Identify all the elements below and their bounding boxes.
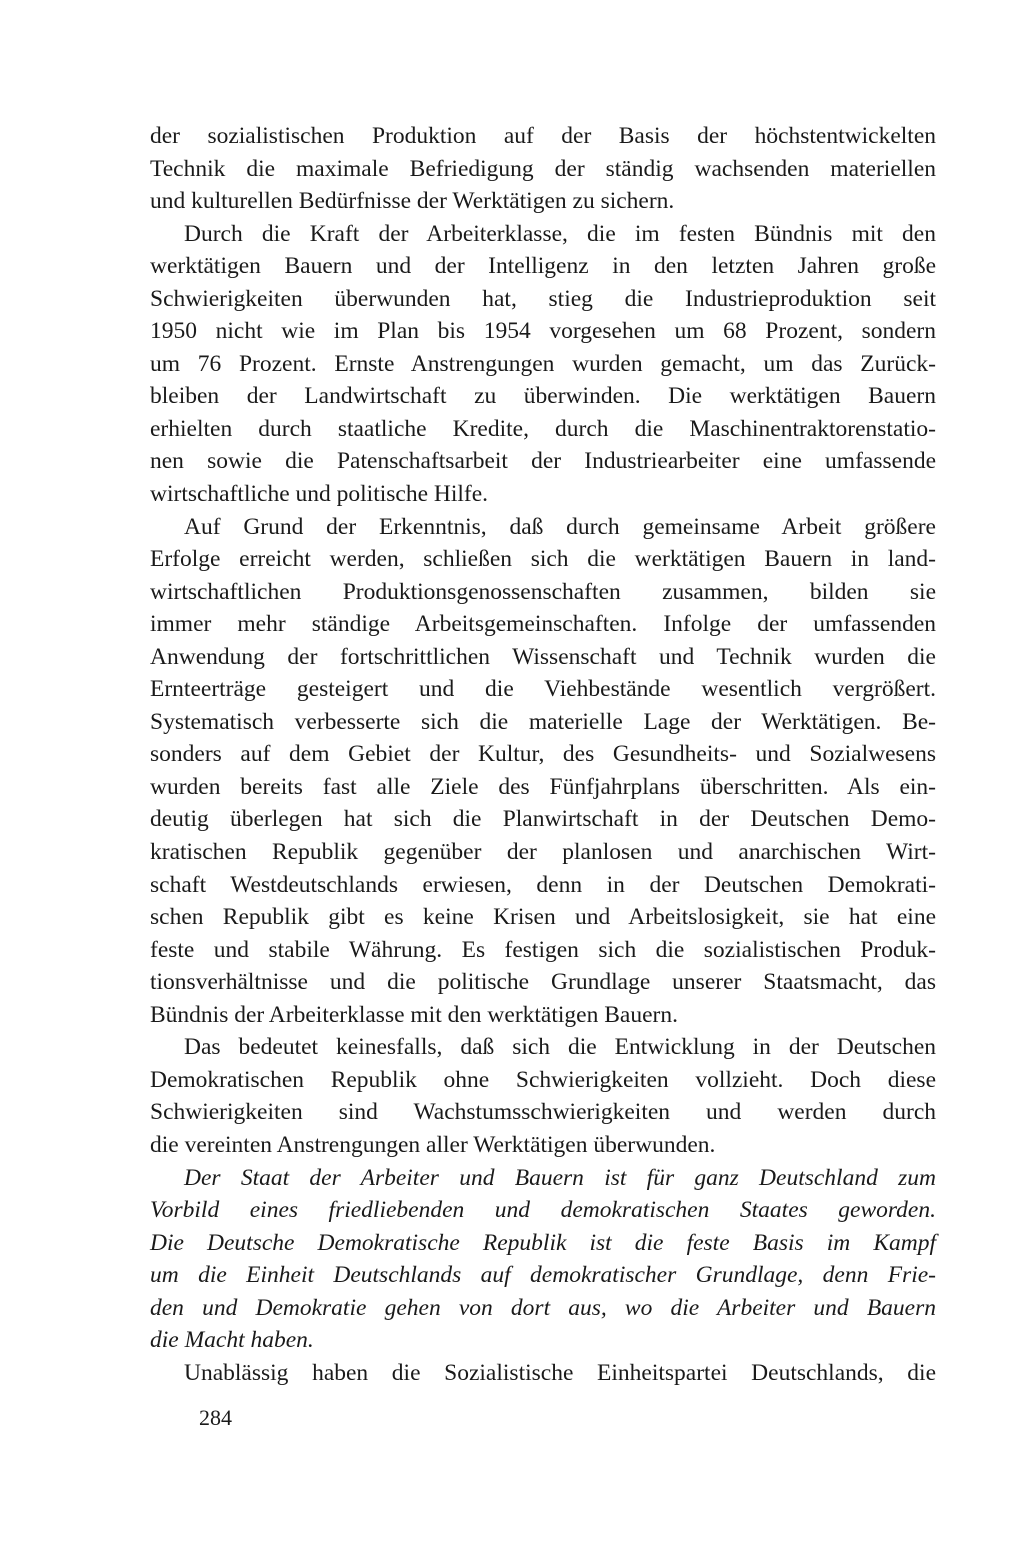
text-line: sonders auf dem Gebiet der Kultur, des Gesundheits- und Sozialwesens: [150, 741, 936, 768]
text-line: Anwendung der fortschrittlichen Wissenschaft und Technik wurden die: [150, 643, 936, 670]
text-line: wurden bereits fast alle Ziele des Fünfjahrplans überschritten. Als ein-: [150, 773, 936, 800]
text-line: werktätigen Bauern und der Intelligenz in den letzten Jahren große: [150, 253, 936, 280]
text-line: Unablässig haben die Sozialistische Einheitspartei Deutschlands, die: [184, 1359, 936, 1386]
text-line: den und Demokratie gehen von dort aus, wo die Arbeiter und Bauern: [150, 1294, 936, 1321]
page-number: 284: [199, 1405, 232, 1430]
text-line: Systematisch verbesserte sich die materielle Lage der Werktätigen. Be-: [150, 708, 936, 735]
body-text: [150, 120, 936, 1389]
text-line: kratischen Republik gegenüber der planlosen und anarchischen Wirt-: [150, 839, 936, 866]
text-line: bleiben der Landwirtschaft zu überwinden. Die werktätigen Bauern: [150, 383, 936, 410]
text-line: Erfolge erreicht werden, schließen sich die werktätigen Bauern in land-: [150, 546, 936, 573]
text-line: nen sowie die Patenschaftsarbeit der Industriearbeiter eine umfassende: [150, 448, 936, 475]
text-line: der sozialistischen Produktion auf der Basis der höchstentwickelten: [150, 123, 936, 149]
paragraph: [150, 120, 936, 218]
text-line: Das bedeutet keinesfalls, daß sich die Entwicklung in der Deutschen: [184, 1034, 936, 1061]
text-line: Durch die Kraft der Arbeiterklasse, die im festen Bündnis mit den: [184, 220, 936, 247]
text-line: wirtschaftliche und politische Hilfe.: [150, 481, 489, 508]
text-line: die Macht haben.: [150, 1327, 314, 1354]
text-line: feste und stabile Währung. Es festigen sich die sozialistischen Produk-: [150, 936, 936, 963]
paragraph: [150, 1031, 936, 1161]
text-line: Bündnis der Arbeiterklasse mit den werktätigen Bauern.: [150, 1001, 678, 1028]
text-line: und kulturellen Bedürfnisse der Werktätigen zu sichern.: [150, 188, 675, 215]
text-line: Schwierigkeiten sind Wachstumsschwierigkeiten und werden durch: [150, 1099, 936, 1126]
paragraph: [150, 1357, 936, 1390]
text-line: Demokratischen Republik ohne Schwierigkeiten vollzieht. Doch diese: [150, 1066, 936, 1093]
text-line: Technik die maximale Befriedigung der ständig wachsenden materiellen: [150, 155, 936, 182]
text-line: Der Staat der Arbeiter und Bauern ist für ganz Deutschland zum: [184, 1164, 936, 1191]
text-line: wirtschaftlichen Produktionsgenossenschaften zusammen, bilden sie: [150, 578, 936, 605]
text-line: um die Einheit Deutschlands auf demokratischer Grundlage, denn Frie-: [150, 1262, 936, 1289]
paragraph: [150, 218, 936, 511]
text-line: die vereinten Anstrengungen aller Werktätigen überwunden.: [150, 1131, 716, 1158]
text-line: um 76 Prozent. Ernste Anstrengungen wurden gemacht, um das Zurück-: [150, 350, 936, 377]
text-line: deutig überlegen hat sich die Planwirtschaft in der Deutschen Demo-: [150, 806, 936, 833]
text-line: immer mehr ständige Arbeitsgemeinschaften. Infolge der umfassenden: [150, 611, 936, 638]
text-line: 1950 nicht wie im Plan bis 1954 vorgesehen um 68 Prozent, sondern: [150, 318, 936, 345]
text-line: Schwierigkeiten überwunden hat, stieg die Industrieproduktion seit: [150, 285, 936, 312]
paragraph: [150, 1162, 936, 1357]
text-line: schen Republik gibt es keine Krisen und Arbeitslosigkeit, sie hat eine: [150, 904, 936, 931]
text-line: tionsverhältnisse und die politische Grundlage unserer Staatsmacht, das: [150, 969, 936, 996]
text-line: Ernteerträge gesteigert und die Viehbestände wesentlich vergrößert.: [150, 676, 936, 703]
text-line: Die Deutsche Demokratische Republik ist die feste Basis im Kampf: [150, 1229, 936, 1256]
text-line: Vorbild eines friedliebenden und demokratischen Staates geworden.: [150, 1197, 936, 1224]
paragraph: [150, 511, 936, 1032]
text-line: Auf Grund der Erkenntnis, daß durch gemeinsame Arbeit größere: [184, 513, 936, 540]
text-line: erhielten durch staatliche Kredite, durch die Maschinentraktorenstatio-: [150, 415, 936, 442]
text-line: schaft Westdeutschlands erwiesen, denn in der Deutschen Demokrati-: [150, 871, 936, 898]
